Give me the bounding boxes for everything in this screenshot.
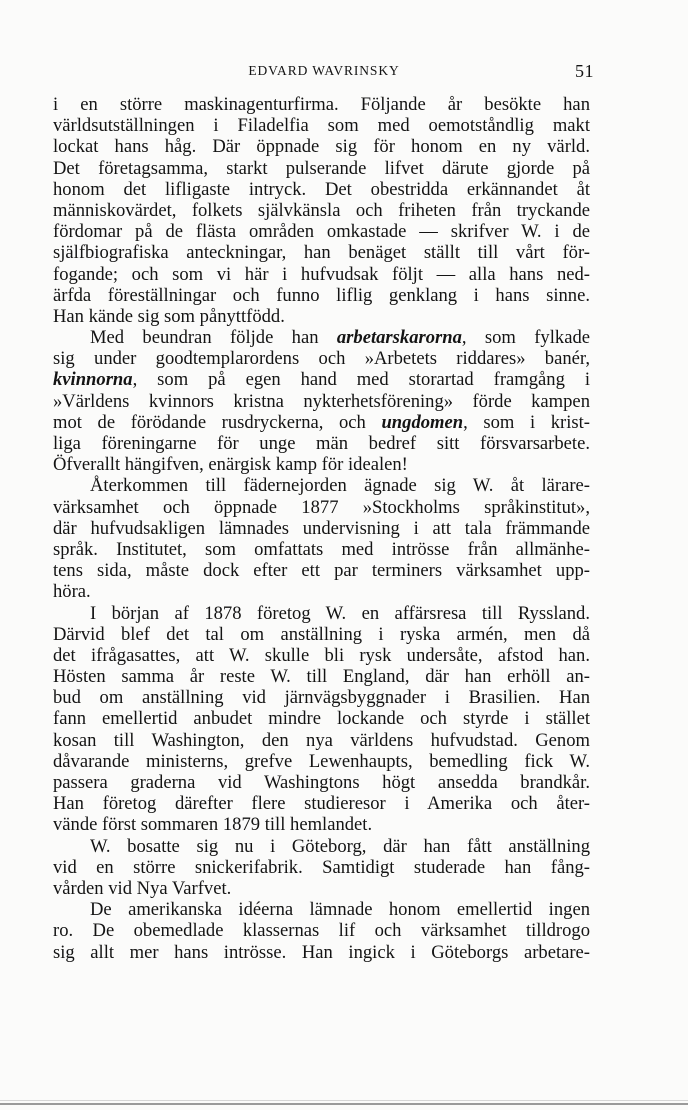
paragraph [53,836,590,900]
paragraph [53,327,590,475]
text-line: Han företog därefter flere studieresor i Amerika och åter- [53,793,590,815]
text-line: världsutställningen i Filadelfia som med oemotståndlig makt [53,115,590,137]
running-head [54,63,594,83]
text-line: De amerikanska idéerna lämnade honom emellertid ingen [90,899,590,921]
text-line: W. bosatte sig nu i Göteborg, där han fått anställning [90,835,590,857]
text-line: höra. [53,581,91,603]
text-line: passera graderna vid Washingtons högt ansedda brandkår. [53,772,590,793]
text-line: vände först sommaren 1879 till hemlandet. [53,814,373,836]
text-line: Han kände sig som pånyttfödd. [53,305,285,327]
text-line: »Världens kvinnors kristna nykterhetsförening» förde kampen [53,390,590,412]
running-title: EDVARD WAVRINSKY [248,63,400,78]
emphasized-word: kvinnorna [53,369,133,391]
text-line: fogande; och som vi här i hufvudsak följt — alla hans ned- [53,263,590,285]
text-line: dåvarande ministerns, grefve Lewenhaupts, bemedling fick W. [53,750,590,772]
text-line: där hufvudsakligen lämnades undervisning i att tala främmande [53,517,590,539]
text-line: mot de förödande rusdryckerna, och ungdomen, som i krist- [53,411,591,433]
scan-edge-line [0,1100,688,1101]
text-line: vid en större snickerifabrik. Samtidigt studerade han fång- [53,856,590,878]
text-line: människovärdet, folkets självkänsla och friheten från tryckande [53,199,590,221]
text-line: I början af 1878 företog W. en affärsresa till Ryssland. [90,602,590,624]
body-text [53,94,590,963]
text-line: Därvid blef det tal om anställning i ryska armén, men då [53,623,590,645]
text-line: i en större maskinagenturfirma. Följande år besökte han [53,94,590,115]
text-line: kvinnorna, som på egen hand med storartad framgång i [53,369,590,391]
paragraph [53,475,590,602]
paragraph [53,94,590,327]
text-line: sig under goodtemplarordens och »Arbetets riddares» banér, [53,348,590,370]
text-line: Öfverallt hängifven, enärgisk kamp för idealen! [53,454,408,476]
text-line: värksamhet och öppnade 1877 »Stockholms språkinstitut», [53,496,590,518]
page-number: 51 [575,61,594,81]
emphasized-word: arbetarskarorna [336,327,462,349]
text-line: bud om anställning vid järnvägsbyggnader i Brasilien. Han [53,687,590,709]
text-line: sig allt mer hans intrösse. Han ingick i Göteborgs arbetare- [53,941,590,963]
paragraph [53,899,590,963]
text-line: Hösten samma år reste W. till England, där han erhöll an- [53,666,590,688]
text-line: Återkommen till fädernejorden ägnade sig W. åt lärare- [90,475,590,497]
text-line: liga föreningarne för unge män bedref sitt försvarsarbete. [53,433,590,454]
text-line: fördomar på de flästa områden omkastade — skrifver W. i de [53,221,590,243]
text-line: lockat hans håg. Där öppnade sig för honom en ny värld. [53,136,590,158]
text-line: Det företagsamma, starkt pulserande lifvet därute gjorde på [53,157,590,179]
text-line: ro. De obemedlade klassernas lif och värksamhet tilldrogo [53,920,590,942]
text-line: ärfda föreställningar och funno liflig genklang i hans sinne. [53,284,590,306]
text-line: tens sida, måste dock efter ett par terminers värksamhet upp- [53,560,590,582]
paragraph [53,603,590,836]
text-line: Med beundran följde han arbetarskarorna, som fylkade [90,327,590,349]
text-line: honom det lifligaste intryck. Det obestridda erkännandet åt [53,178,590,200]
text-line: vården vid Nya Varfvet. [53,877,232,899]
text-line: fann emellertid anbudet mindre lockande och styrde i stället [53,708,590,730]
emphasized-word: ungdomen [381,411,464,433]
scan-bottom-edge [0,1103,688,1105]
text-line: språk. Institutet, som omfattats med intrösse från allmänhe- [53,538,590,560]
text-line: det ifrågasattes, att W. skulle bli rysk undersåte, afstod han. [53,644,590,666]
text-line: kosan till Washington, den nya världens hufvudstad. Genom [53,729,590,751]
text-line: själfbiografiska anteckningar, han benäget ställt till vårt för- [53,242,590,264]
